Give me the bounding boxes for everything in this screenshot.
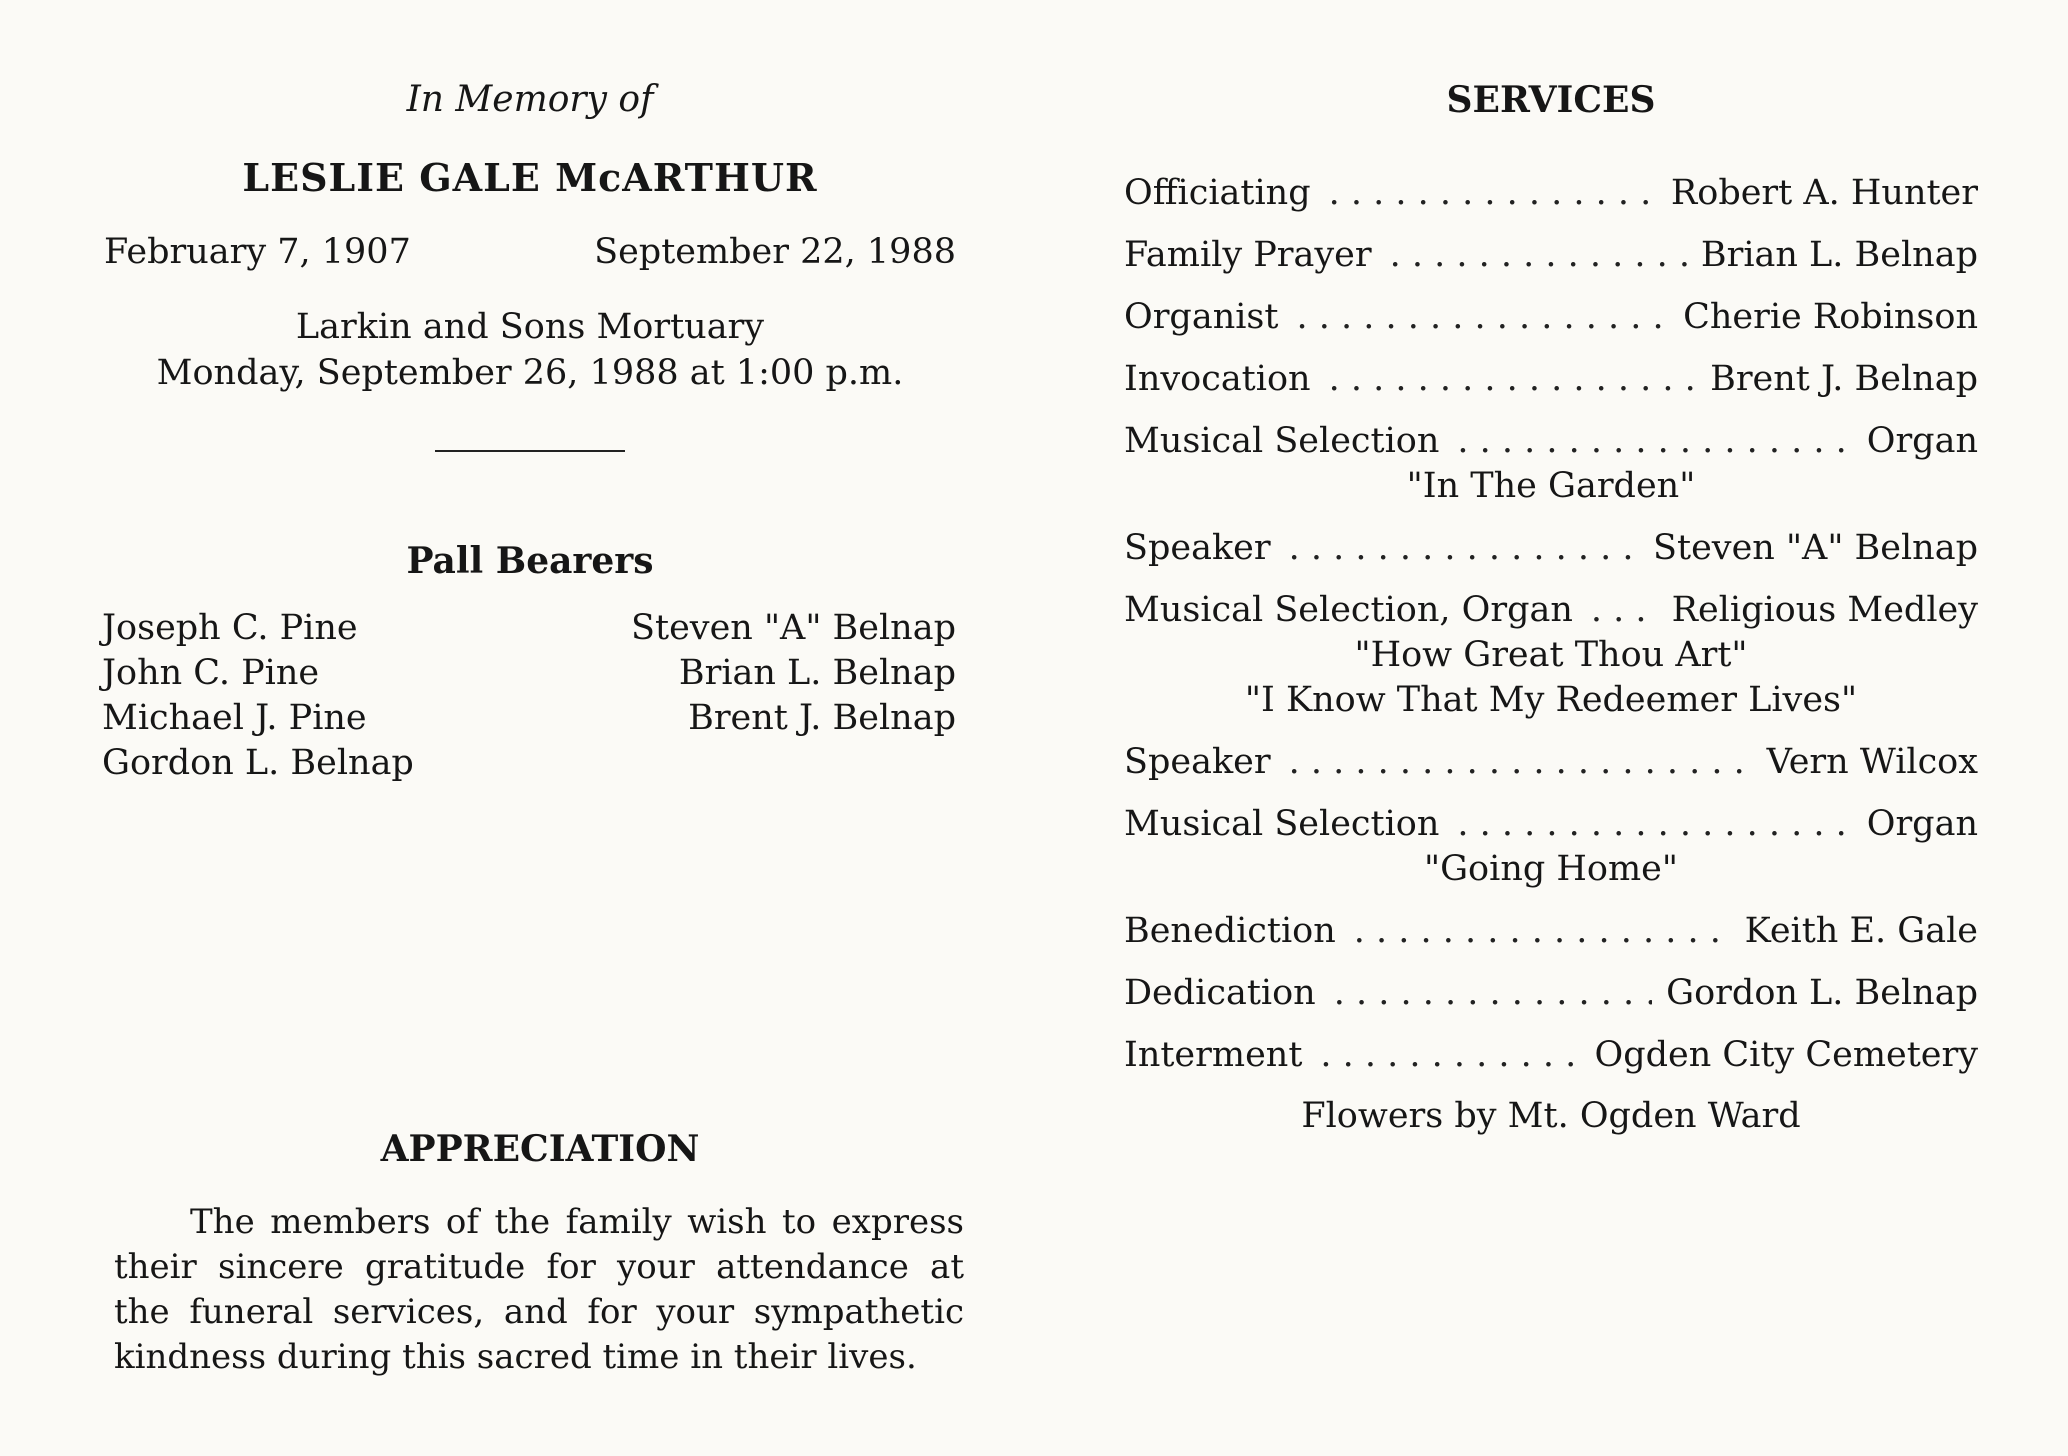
service-role: Organist	[1124, 297, 1279, 337]
service-person: Brent J. Belnap	[1710, 359, 1978, 399]
service-role: Benediction	[1124, 911, 1336, 951]
service-line	[1124, 418, 1978, 464]
service-person: Keith E. Gale	[1744, 911, 1978, 951]
service-item	[1124, 801, 1978, 892]
dot-leader	[1289, 525, 1639, 571]
service-person: Religious Medley	[1671, 590, 1978, 630]
service-item	[1124, 294, 1978, 340]
service-item	[1124, 1032, 1978, 1078]
service-line	[1124, 908, 1978, 954]
service-item	[1124, 170, 1978, 216]
dot-leader	[1591, 587, 1658, 633]
service-note: "In The Garden"	[1406, 466, 1696, 506]
service-item	[1124, 970, 1978, 1016]
dot-leader	[1334, 970, 1652, 1016]
service-line	[1124, 232, 1978, 278]
service-role: Musical Selection	[1124, 804, 1440, 844]
service-item	[1124, 908, 1978, 954]
service-line	[1124, 587, 1978, 633]
pall-bearers-right-column	[631, 606, 956, 741]
pall-bearers-left-column	[102, 606, 414, 786]
service-line	[1124, 170, 1978, 216]
service-item	[1124, 232, 1978, 278]
pall-bearers-list	[100, 606, 970, 786]
memory-heading: In Memory of	[406, 79, 654, 120]
death-date: September 22, 1988	[594, 232, 956, 272]
life-dates	[100, 222, 970, 282]
pall-bearer-name: Michael J. Pine	[102, 698, 367, 738]
service-item	[1124, 525, 1978, 571]
flowers-credit: Flowers by Mt. Ogden Ward	[1301, 1096, 1801, 1136]
service-time: Monday, September 26, 1988 at 1:00 p.m.	[156, 353, 904, 393]
service-role: Interment	[1124, 1035, 1303, 1075]
service-role: Dedication	[1124, 973, 1316, 1013]
dot-leader	[1329, 356, 1697, 402]
service-item	[1124, 356, 1978, 402]
dot-leader	[1457, 418, 1852, 464]
service-person: Ogden City Cemetery	[1594, 1035, 1978, 1075]
services-title: SERVICES	[1446, 79, 1656, 121]
divider	[435, 450, 625, 452]
service-item	[1124, 418, 1978, 509]
service-role: Officiating	[1124, 173, 1311, 213]
pall-bearer-name: Brent J. Belnap	[688, 698, 956, 738]
service-note: "Going Home"	[1424, 849, 1678, 889]
service-person: Vern Wilcox	[1766, 742, 1978, 782]
service-person: Gordon L. Belnap	[1666, 973, 1978, 1013]
service-person: Cherie Robinson	[1683, 297, 1978, 337]
pall-bearer-name: Brian L. Belnap	[678, 653, 956, 693]
pall-bearer-name: Gordon L. Belnap	[102, 743, 414, 783]
service-role: Family Prayer	[1124, 235, 1372, 275]
service-person: Brian L. Belnap	[1700, 235, 1978, 275]
right-panel	[1124, 70, 1978, 1136]
service-role: Speaker	[1124, 742, 1271, 782]
service-person: Robert A. Hunter	[1670, 173, 1978, 213]
service-line	[1124, 801, 1978, 847]
service-line	[1124, 1032, 1978, 1078]
left-panel	[100, 70, 970, 786]
service-line	[1124, 525, 1978, 571]
birth-date: February 7, 1907	[104, 232, 411, 272]
service-role: Musical Selection	[1124, 421, 1440, 461]
appreciation-title: APPRECIATION	[380, 1128, 700, 1170]
service-note: "How Great Thou Art"	[1354, 635, 1748, 675]
deceased-name: LESLIE GALE McARTHUR	[242, 155, 818, 200]
service-item	[1124, 739, 1978, 785]
dot-leader	[1296, 294, 1669, 340]
dot-leader	[1320, 1032, 1580, 1078]
service-line	[1124, 356, 1978, 402]
service-person: Organ	[1866, 421, 1978, 461]
pall-bearer-name: Steven "A" Belnap	[631, 608, 956, 648]
pall-bearer-name: Joseph C. Pine	[102, 608, 358, 648]
service-role: Speaker	[1124, 528, 1271, 568]
service-line	[1124, 294, 1978, 340]
pall-bearers-title: Pall Bearers	[406, 540, 654, 582]
dot-leader	[1329, 170, 1657, 216]
services-list	[1124, 170, 1978, 1078]
mortuary-name: Larkin and Sons Mortuary	[295, 307, 765, 347]
service-line	[1124, 970, 1978, 1016]
service-person: Organ	[1866, 804, 1978, 844]
service-role: Invocation	[1124, 359, 1311, 399]
dot-leader	[1457, 801, 1852, 847]
service-item	[1124, 587, 1978, 723]
service-line	[1124, 739, 1978, 785]
service-location	[100, 304, 960, 396]
service-note: "I Know That My Redeemer Lives"	[1244, 680, 1858, 720]
pall-bearer-name: John C. Pine	[102, 653, 320, 693]
dot-leader	[1354, 908, 1731, 954]
dot-leader	[1390, 232, 1687, 278]
service-person: Steven "A" Belnap	[1653, 528, 1978, 568]
service-role: Musical Selection, Organ	[1124, 590, 1573, 630]
dot-leader	[1289, 739, 1753, 785]
appreciation-text: The members of the family wish to express their sincere gratitude for your attendance at the funeral services, and for your sympathetic kindness during this sacred time in their lives.	[114, 1202, 964, 1377]
